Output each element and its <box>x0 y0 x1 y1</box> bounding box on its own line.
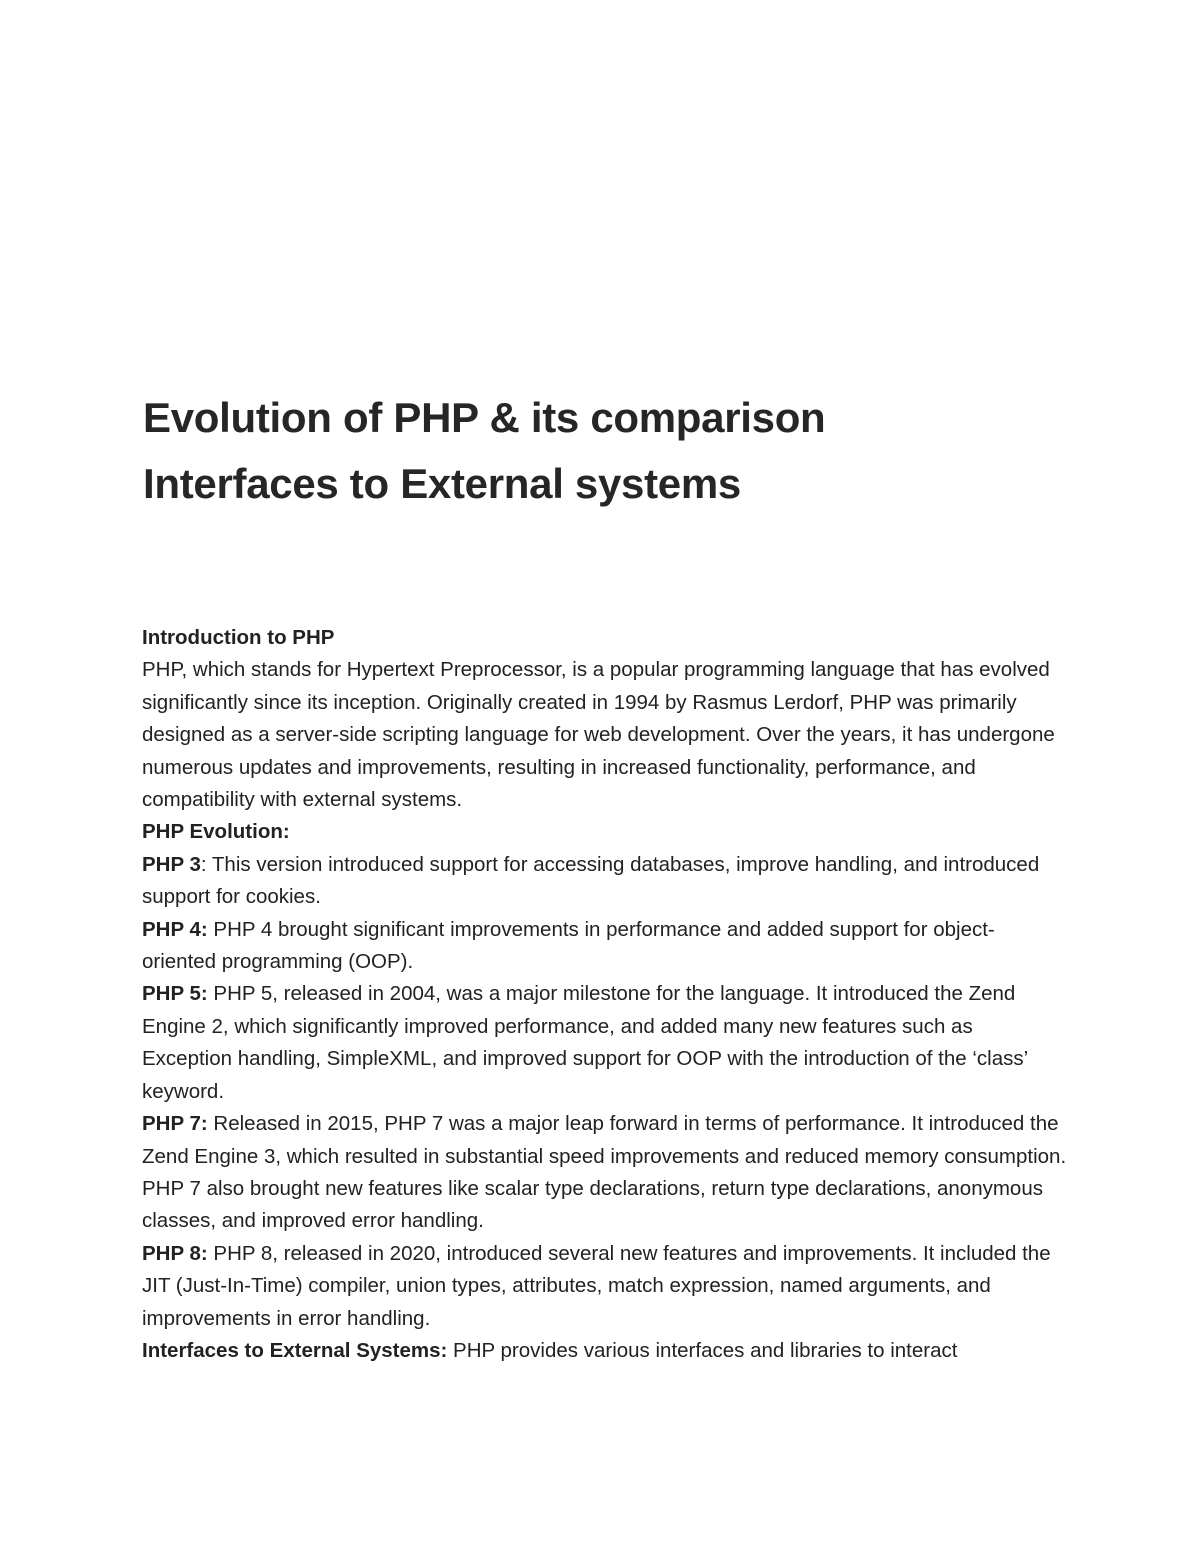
interfaces-label: Interfaces to External Systems: <box>142 1338 448 1362</box>
version-text: : This version introduced support for accessing databases, improve handling, and introduced support for cookies. <box>142 852 1040 909</box>
version-paragraph-php4 <box>142 914 1067 979</box>
version-paragraph-php8 <box>142 1238 1067 1335</box>
version-paragraph-php5 <box>142 978 1067 1108</box>
version-text: PHP 8, released in 2020, introduced several new features and improvements. It included the JIT (Just-In-Time) compiler, union types, attributes, match expression, named arguments, and improvements in error handling. <box>142 1241 1051 1330</box>
version-label: PHP 3 <box>142 852 201 876</box>
title-line-1: Evolution of PHP & its comparison <box>143 394 826 441</box>
interfaces-paragraph <box>142 1335 1067 1367</box>
version-text: PHP 4 brought significant improvements in performance and added support for object-oriented programming (OOP). <box>142 917 995 974</box>
version-label: PHP 7: <box>142 1112 208 1136</box>
version-paragraph-php7 <box>142 1108 1067 1238</box>
version-label: PHP 5: <box>142 982 208 1006</box>
document-title <box>143 385 1103 517</box>
intro-paragraph: PHP, which stands for Hypertext Preprocessor, is a popular programming language that has evolved significantly since its inception. Originally created in 1994 by Rasmus Lerdorf, PHP was primarily designed as a server-side scripting language for web development. Over the years, it has undergone numerous updates and improvements, resulting in increased functionality, performance, and compatibility with external systems. <box>142 658 1055 812</box>
document-body <box>142 622 1067 1367</box>
evolution-heading: PHP Evolution: <box>142 820 290 844</box>
title-line-2: Interfaces to External systems <box>143 460 741 507</box>
version-label: PHP 4: <box>142 917 208 941</box>
version-text: Released in 2015, PHP 7 was a major leap forward in terms of performance. It introduced the Zend Engine 3, which resulted in substantial speed improvements and reduced memory consumption. PHP 7 also brought new features like scalar type declarations, return type declarations, anonymous classes, and improved error handling. <box>142 1112 1067 1233</box>
intro-heading: Introduction to PHP <box>142 626 335 649</box>
interfaces-text: PHP provides various interfaces and libraries to interact <box>447 1338 958 1362</box>
version-text: PHP 5, released in 2004, was a major milestone for the language. It introduced the Zend Engine 2, which significantly improved performance, and added many new features such as Exception handling, SimpleXML, and improved support for OOP with the introduction of the ‘class’ keyword. <box>142 982 1028 1103</box>
version-label: PHP 8: <box>142 1241 208 1265</box>
version-paragraph-php3 <box>142 849 1067 914</box>
